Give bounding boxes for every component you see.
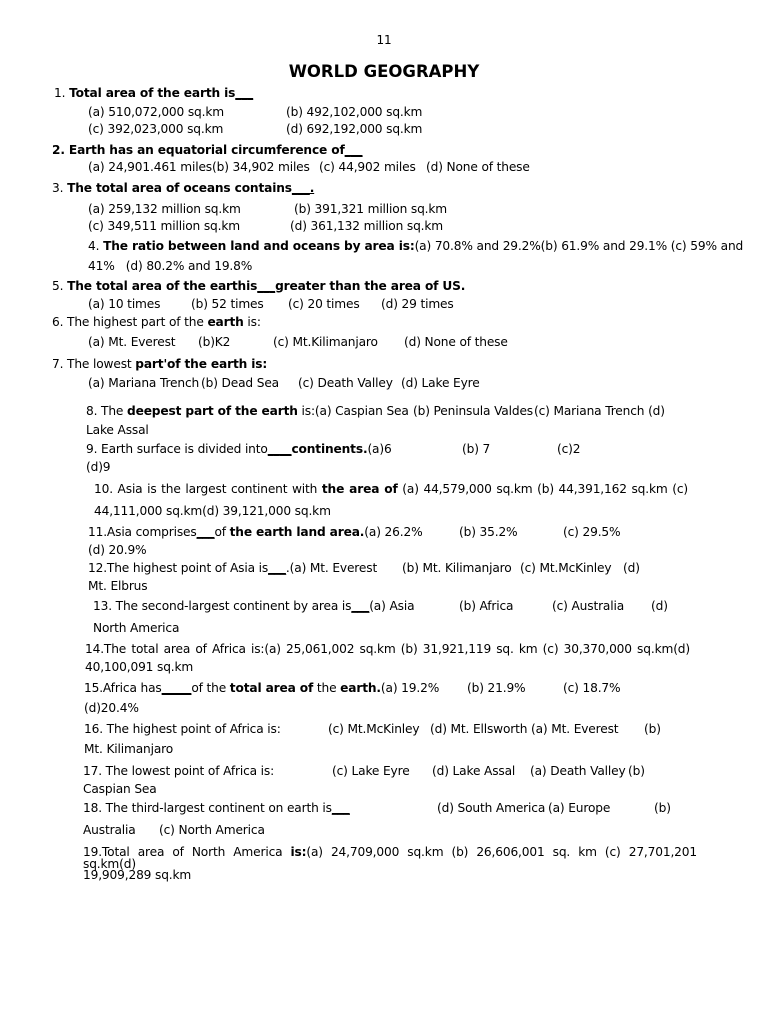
question-19-text: 19.Total area of North America <box>83 845 291 859</box>
question-5-text: The total area of the earthis <box>67 279 258 293</box>
question-10 <box>94 483 688 495</box>
question-16-option-d: (d) Mt. Ellsworth <box>430 722 528 736</box>
question-14: 14.The total area of Africa is:(a) 25,061,002 sq.km (b) 31,921,119 sq. km (c) 30,370,000 sq.km(d) <box>85 642 690 656</box>
question-16-continuation: Mt. Kilimanjaro <box>84 742 174 756</box>
page-number: 11 <box>376 33 392 47</box>
question-18 <box>83 802 350 814</box>
question-19-continuation: 19,909,289 sq.km <box>83 868 192 882</box>
question-12-option-a: .(a) Mt. Everest <box>285 561 378 575</box>
question-12-option-d: (d) <box>623 561 640 575</box>
question-19-keyword: is: <box>290 845 307 859</box>
question-11-text-mid: of <box>214 525 230 539</box>
question-7-option-c: (c) Death Valley <box>298 376 393 390</box>
question-2-number: 2. <box>52 143 69 157</box>
question-18-option-d: (d) South America <box>437 801 546 815</box>
question-4 <box>88 240 743 252</box>
question-18-text: 18. The third-largest continent on earth is <box>83 801 332 815</box>
question-17-option-b: (b) <box>628 764 645 778</box>
question-16-option-b: (b) <box>644 722 661 736</box>
question-13-option-b: (b) Africa <box>459 599 514 613</box>
question-15-text-mid: of the <box>191 681 230 695</box>
question-17-option-c: (c) Lake Eyre <box>332 764 410 778</box>
question-13-continuation: North America <box>93 621 180 635</box>
question-8-option-c: (c) Mariana Trench (d) <box>534 404 665 418</box>
question-8-continuation: Lake Assal <box>86 423 149 437</box>
question-8-text: 8. The <box>86 404 127 418</box>
question-3-option-c: (c) 349,511 million sq.km <box>88 219 240 233</box>
question-3-text: The total area of oceans contains <box>67 181 292 195</box>
question-3-blank: ___. <box>291 181 315 195</box>
question-9-text: 9. Earth surface is divided into <box>86 442 268 456</box>
question-9-option-b: (b) 7 <box>462 442 491 456</box>
question-11-option-b: (b) 35.2% <box>459 525 518 539</box>
question-9-blank: ____ <box>267 442 292 456</box>
question-6 <box>52 316 261 328</box>
question-2-text: Earth has an equatorial circumference of <box>68 143 345 157</box>
question-17: 17. The lowest point of Africa is: <box>83 764 275 778</box>
question-3-option-a: (a) 259,132 million sq.km <box>88 202 241 216</box>
question-8 <box>86 405 409 417</box>
question-18-blank: ___ <box>331 801 350 815</box>
question-5-option-d: (d) 29 times <box>381 297 454 311</box>
question-5 <box>52 280 465 292</box>
question-13 <box>93 600 414 612</box>
question-3-number: 3. <box>52 181 68 195</box>
question-5-text-end: greater than the area of US. <box>275 279 466 293</box>
question-13-option-d: (d) <box>651 599 668 613</box>
question-1-text: Total area of the earth is <box>69 86 236 100</box>
question-1-option-a: (a) 510,072,000 sq.km <box>88 105 225 119</box>
question-7 <box>52 358 267 370</box>
question-10-options: (a) 44,579,000 sq.km (b) 44,391,162 sq.km (c) <box>397 482 688 496</box>
question-1-blank: ___ <box>235 86 254 100</box>
question-6-option-c: (c) Mt.Kilimanjaro <box>273 335 378 349</box>
question-4-number: 4. <box>88 239 104 253</box>
question-15 <box>84 682 439 694</box>
question-16: 16. The highest point of Africa is: <box>84 722 281 736</box>
question-17-option-d: (d) Lake Assal <box>432 764 516 778</box>
question-7-option-b: (b) Dead Sea <box>201 376 279 390</box>
question-5-blank: ___ <box>257 279 276 293</box>
question-15-option-c: (c) 18.7% <box>563 681 621 695</box>
question-5-option-b: (b) 52 times <box>191 297 264 311</box>
question-13-blank: ___ <box>351 599 370 613</box>
question-18-option-a: (a) Europe <box>548 801 611 815</box>
question-8-option-a: is:(a) Caspian Sea <box>297 404 409 418</box>
question-19-options: (a) 24,709,000 sq.km (b) 26,606,001 sq. km (c) 27,701,201 sq.km(d) <box>83 845 697 872</box>
question-5-option-c: (c) 20 times <box>288 297 360 311</box>
question-14-continuation: 40,100,091 sq.km <box>85 660 194 674</box>
question-18-option-c: (c) North America <box>159 823 265 837</box>
question-12 <box>88 562 377 574</box>
question-7-keyword: part'of the earth is: <box>135 357 268 371</box>
question-15-blank: _____ <box>161 681 192 695</box>
question-11-option-c: (c) 29.5% <box>563 525 621 539</box>
question-8-option-b: (b) Peninsula Valdes <box>413 404 533 418</box>
question-10-keyword: the area of <box>321 482 398 496</box>
question-3 <box>52 182 314 194</box>
question-6-text: 6. The highest part of the <box>52 315 208 329</box>
question-9-continuation: (d)9 <box>86 460 111 474</box>
question-12-text: 12.The highest point of Asia is <box>88 561 269 575</box>
question-15-text: 15.Africa has <box>84 681 162 695</box>
question-15-text-mid-2: the <box>313 681 341 695</box>
page-title: WORLD GEOGRAPHY <box>288 62 480 81</box>
question-4-options: (a) 70.8% and 29.2%(b) 61.9% and 29.1% (c) 59% and <box>414 239 744 253</box>
question-16-option-c: (c) Mt.McKinley <box>328 722 420 736</box>
question-13-option-a: (a) Asia <box>369 599 415 613</box>
question-15-option-b: (b) 21.9% <box>467 681 526 695</box>
question-5-number: 5. <box>52 279 68 293</box>
question-7-option-a: (a) Mariana Trench <box>88 376 200 390</box>
question-1-option-c: (c) 392,023,000 sq.km <box>88 122 224 136</box>
question-2 <box>52 144 362 156</box>
question-16-option-a: (a) Mt. Everest <box>531 722 619 736</box>
question-2-option-c: (c) 44,902 miles <box>319 160 416 174</box>
question-17-continuation: Caspian Sea <box>83 782 157 796</box>
question-13-option-c: (c) Australia <box>552 599 625 613</box>
question-12-continuation: Mt. Elbrus <box>88 579 148 593</box>
question-15-option-a: (a) 19.2% <box>380 681 440 695</box>
question-8-keyword: deepest part of the earth <box>127 404 298 418</box>
question-12-option-b: (b) Mt. Kilimanjaro <box>402 561 512 575</box>
question-9-option-c: (c)2 <box>557 442 581 456</box>
question-1-option-d: (d) 692,192,000 sq.km <box>286 122 423 136</box>
question-7-text: 7. The lowest <box>52 357 136 371</box>
question-13-text: 13. The second-largest continent by area is <box>93 599 352 613</box>
question-11-option-a: (a) 26.2% <box>364 525 423 539</box>
question-2-option-b: (b) 34,902 miles <box>212 160 310 174</box>
question-3-option-d: (d) 361,132 million sq.km <box>290 219 444 233</box>
question-11 <box>88 526 423 538</box>
question-9-keyword: continents. <box>291 442 368 456</box>
question-10-text: 10. Asia is the largest continent with <box>94 482 322 496</box>
question-7-option-d: (d) Lake Eyre <box>401 376 480 390</box>
question-3-option-b: (b) 391,321 million sq.km <box>294 202 448 216</box>
question-4-text: The ratio between land and oceans by area is: <box>103 239 415 253</box>
question-11-blank: ___ <box>196 525 215 539</box>
question-15-keyword: total area of <box>229 681 314 695</box>
question-9-option-a: (a)6 <box>367 442 392 456</box>
question-6-option-d: (d) None of these <box>404 335 508 349</box>
question-12-blank: ___ <box>268 561 286 575</box>
question-6-text-end: is: <box>243 315 261 329</box>
question-19 <box>83 846 697 870</box>
question-1-option-b: (b) 492,102,000 sq.km <box>286 105 423 119</box>
question-18-option-b: (b) <box>654 801 671 815</box>
question-4-continuation: 41% (d) 80.2% and 19.8% <box>88 259 253 273</box>
question-2-blank: ___ <box>344 143 363 157</box>
question-18-continuation: Australia <box>83 823 136 837</box>
question-11-continuation: (d) 20.9% <box>88 543 147 557</box>
question-6-option-b: (b)K2 <box>198 335 231 349</box>
question-12-option-c: (c) Mt.McKinley <box>520 561 612 575</box>
question-17-option-a: (a) Death Valley <box>530 764 626 778</box>
question-6-option-a: (a) Mt. Everest <box>88 335 176 349</box>
question-11-keyword: the earth land area. <box>229 525 365 539</box>
question-11-text: 11.Asia comprises <box>88 525 197 539</box>
question-5-option-a: (a) 10 times <box>88 297 161 311</box>
question-15-continuation: (d)20.4% <box>84 701 139 715</box>
question-6-keyword: earth <box>207 315 244 329</box>
question-9 <box>86 443 392 455</box>
question-15-keyword-2: earth. <box>340 681 381 695</box>
question-10-continuation: 44,111,000 sq.km(d) 39,121,000 sq.km <box>94 504 331 518</box>
question-1-number: 1. <box>54 86 70 100</box>
question-2-option-a: (a) 24,901.461 miles <box>88 160 212 174</box>
question-2-option-d: (d) None of these <box>426 160 530 174</box>
question-1 <box>54 87 253 99</box>
